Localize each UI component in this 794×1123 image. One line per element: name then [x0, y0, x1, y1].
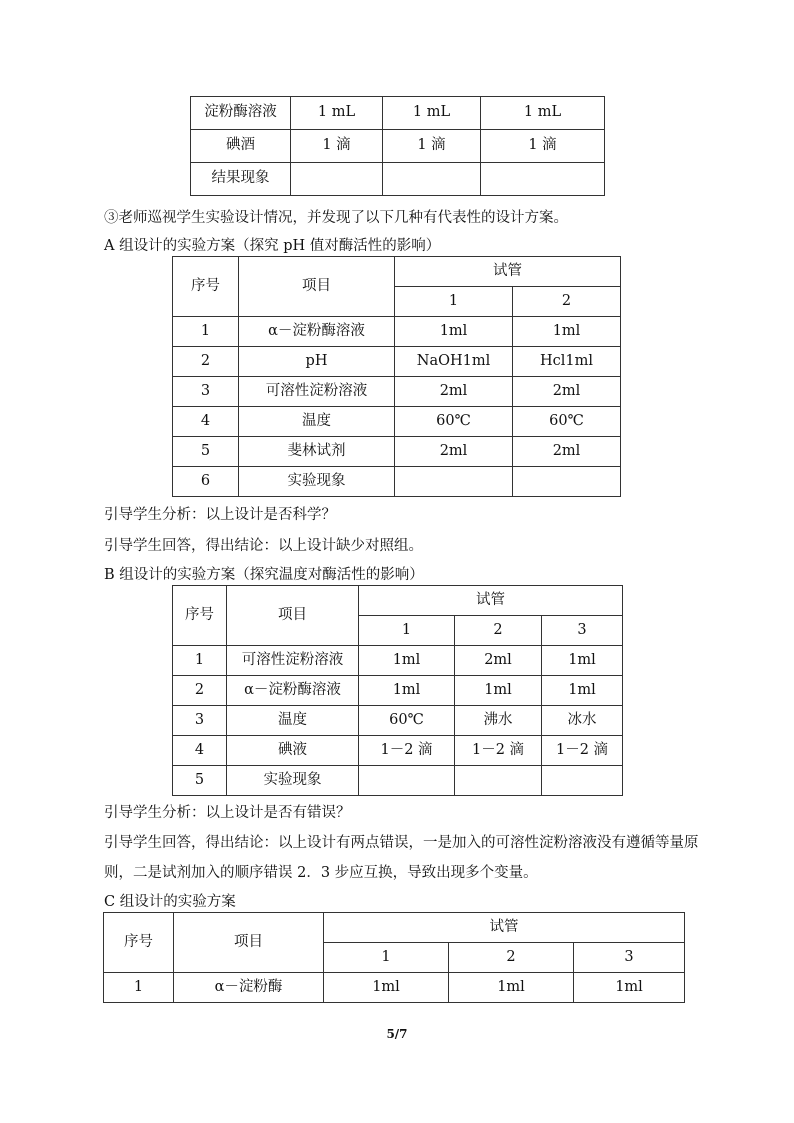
paragraph: 引导学生分析：以上设计是否有错误？: [104, 805, 351, 821]
header-index: 序号: [173, 586, 227, 646]
table-row: [191, 130, 605, 163]
header-tubes: 试管: [324, 913, 685, 943]
table-row: [173, 347, 621, 377]
table-cell: 1－2 滴: [455, 736, 542, 766]
table-row: [191, 97, 605, 130]
table-cell: 实验现象: [227, 766, 359, 796]
header-item: 项目: [174, 913, 324, 973]
header-tube-col: 2: [513, 287, 621, 317]
table-cell: [383, 163, 481, 196]
table-cell: 1ml: [542, 676, 623, 706]
table-header-row: [173, 586, 623, 616]
table-cell: 2ml: [455, 646, 542, 676]
table-cell: 1 滴: [481, 130, 605, 163]
table-row: [191, 163, 605, 196]
table-cell: 2ml: [395, 377, 513, 407]
table-cell: 2ml: [513, 377, 621, 407]
table-cell: 1ml: [542, 646, 623, 676]
table-cell: 碘液: [227, 736, 359, 766]
header-tube-col: 1: [395, 287, 513, 317]
table-a: [172, 256, 621, 497]
table-cell: 4: [173, 736, 227, 766]
table-cell: Hcl1ml: [513, 347, 621, 377]
table-cell: α－淀粉酶: [174, 973, 324, 1003]
table-cell: 结果现象: [191, 163, 291, 196]
table-cell: 2: [173, 347, 239, 377]
header-tube-col: 2: [455, 616, 542, 646]
table-cell: 可溶性淀粉溶液: [239, 377, 395, 407]
table-cell: 1ml: [395, 317, 513, 347]
header-tube-col: 3: [574, 943, 685, 973]
page-number: 5/7: [386, 1027, 408, 1041]
table-cell: 1 mL: [383, 97, 481, 130]
top-table: [190, 96, 605, 196]
table-cell: 1ml: [455, 676, 542, 706]
caption-a: A 组设计的实验方案（探究 pH 值对酶活性的影响）: [104, 238, 441, 254]
header-tube-col: 3: [542, 616, 623, 646]
table-cell: 1 滴: [383, 130, 481, 163]
table-row: [173, 377, 621, 407]
table-cell: 冰水: [542, 706, 623, 736]
table-cell: [481, 163, 605, 196]
table-cell: [359, 766, 455, 796]
table-header-row: [104, 913, 685, 943]
table-cell: 1 mL: [291, 97, 383, 130]
header-item: 项目: [227, 586, 359, 646]
caption-c: C 组设计的实验方案: [104, 894, 236, 910]
table-cell: [395, 467, 513, 497]
table-cell: 4: [173, 407, 239, 437]
paragraph: 引导学生分析：以上设计是否科学？: [104, 507, 336, 523]
header-index: 序号: [173, 257, 239, 317]
caption-b: B 组设计的实验方案（探究温度对酶活性的影响）: [104, 567, 424, 583]
table-row: [173, 766, 623, 796]
table-cell: 斐林试剂: [239, 437, 395, 467]
table-cell: 60℃: [513, 407, 621, 437]
table-cell: 温度: [227, 706, 359, 736]
paragraph: 引导学生回答，得出结论：以上设计缺少对照组。: [104, 538, 423, 554]
table-row: [173, 676, 623, 706]
header-item: 项目: [239, 257, 395, 317]
header-index: 序号: [104, 913, 174, 973]
table-cell: 1ml: [324, 973, 449, 1003]
table-cell: 碘酒: [191, 130, 291, 163]
table-row: [104, 973, 685, 1003]
table-cell: pH: [239, 347, 395, 377]
table-row: [173, 736, 623, 766]
table-cell: 1 滴: [291, 130, 383, 163]
table-row: [173, 437, 621, 467]
table-cell: 淀粉酶溶液: [191, 97, 291, 130]
table-cell: 1ml: [359, 676, 455, 706]
table-row: [173, 706, 623, 736]
table-cell: 实验现象: [239, 467, 395, 497]
header-tube-col: 1: [324, 943, 449, 973]
table-cell: 1ml: [449, 973, 574, 1003]
table-cell: [542, 766, 623, 796]
header-tubes: 试管: [359, 586, 623, 616]
header-tube-col: 1: [359, 616, 455, 646]
table-cell: [291, 163, 383, 196]
table-b: [172, 585, 623, 796]
table-cell: 1: [173, 317, 239, 347]
table-cell: 1－2 滴: [359, 736, 455, 766]
table-row: [173, 646, 623, 676]
table-cell: 2ml: [395, 437, 513, 467]
table-header-row: [173, 257, 621, 287]
table-c: [103, 912, 685, 1003]
table-row: [173, 407, 621, 437]
paragraph: 引导学生回答，得出结论：以上设计有两点错误，一是加入的可溶性淀粉溶液没有遵循等量原则，二是试剂加入的顺序错误 2．3 步应互换，导致出现多个变量。: [104, 835, 699, 881]
table-row: [173, 467, 621, 497]
table-cell: 3: [173, 706, 227, 736]
table-cell: α－淀粉酶溶液: [227, 676, 359, 706]
header-tubes: 试管: [395, 257, 621, 287]
table-cell: 1: [173, 646, 227, 676]
table-cell: 温度: [239, 407, 395, 437]
table-cell: 2ml: [513, 437, 621, 467]
table-cell: 60℃: [395, 407, 513, 437]
header-tube-col: 2: [449, 943, 574, 973]
table-row: [173, 317, 621, 347]
table-cell: 1ml: [574, 973, 685, 1003]
table-cell: 1 mL: [481, 97, 605, 130]
table-cell: α－淀粉酶溶液: [239, 317, 395, 347]
table-cell: 1－2 滴: [542, 736, 623, 766]
table-cell: 沸水: [455, 706, 542, 736]
table-cell: [513, 467, 621, 497]
table-cell: 1: [104, 973, 174, 1003]
table-cell: 1ml: [513, 317, 621, 347]
table-cell: 60℃: [359, 706, 455, 736]
table-cell: 可溶性淀粉溶液: [227, 646, 359, 676]
table-cell: 2: [173, 676, 227, 706]
table-cell: 6: [173, 467, 239, 497]
table-cell: NaOH1ml: [395, 347, 513, 377]
table-cell: 5: [173, 437, 239, 467]
table-cell: 5: [173, 766, 227, 796]
table-cell: 3: [173, 377, 239, 407]
paragraph: ③老师巡视学生实验设计情况，并发现了以下几种有代表性的设计方案。: [104, 210, 568, 226]
table-cell: [455, 766, 542, 796]
table-cell: 1ml: [359, 646, 455, 676]
